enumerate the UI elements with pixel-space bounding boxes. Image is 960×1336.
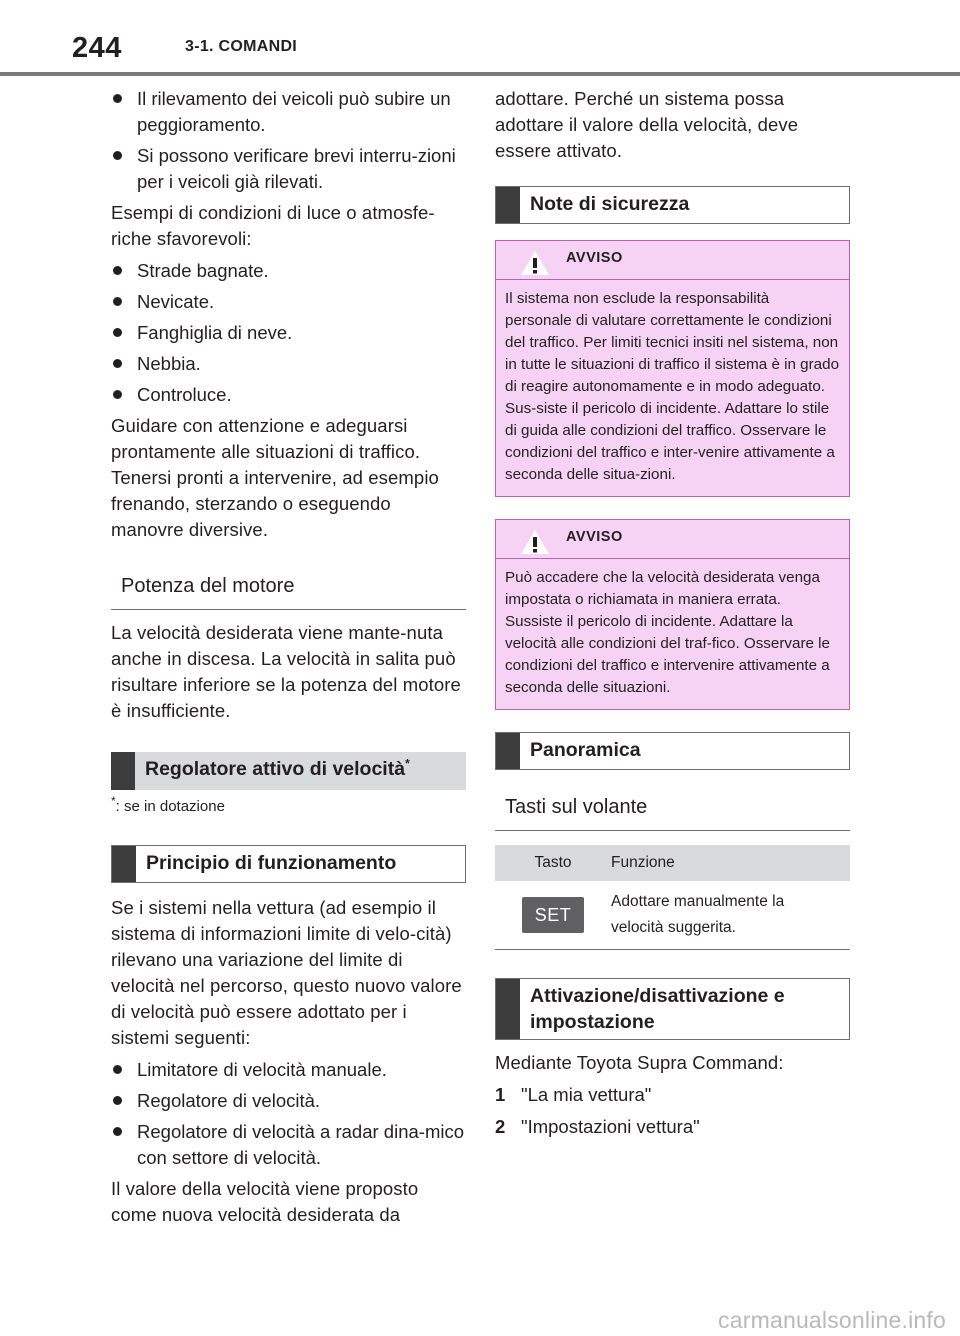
- heading-bar: [496, 979, 520, 1039]
- watermark: carmanualsonline.info: [718, 1307, 946, 1333]
- list-item: Regolatore di velocità.: [111, 1088, 466, 1114]
- keys-table: [495, 845, 850, 950]
- warning-triangle-icon: [520, 250, 550, 276]
- footnote: *: se in dotazione: [111, 794, 225, 815]
- warning-title: AVVISO: [566, 250, 623, 266]
- warning-triangle-icon: [520, 529, 550, 555]
- paragraph: La velocità desiderata viene mante-nuta anche in discesa. La velocità in salita può risultare inferiore se la potenza del motore è insufficiente.: [111, 622, 461, 721]
- heading-bar: [496, 187, 520, 223]
- set-key: SET: [522, 897, 584, 933]
- list-item: Si possono verificare brevi interru-zioni per i veicoli già rilevati.: [111, 143, 466, 195]
- list-item: Nevicate.: [111, 289, 466, 315]
- table-row: [495, 881, 850, 950]
- heading-bar: [111, 752, 135, 790]
- column-header-function: Funzione: [611, 845, 850, 881]
- step-number: 2: [495, 1116, 506, 1137]
- bullet-icon: [113, 359, 122, 368]
- table-header-row: [495, 845, 850, 881]
- section-heading-box: Panoramica: [495, 732, 850, 770]
- paragraph: Il valore della velocità viene proposto come nuova velocità desiderata da: [111, 1178, 419, 1225]
- page-number: 244: [72, 32, 122, 64]
- section-heading-box: Attivazione/disattivazione e impostazione: [495, 978, 850, 1040]
- warning-text: Può accadere che la velocità desiderata venga impostata o richiamata in maniera errata. Sussiste il pericolo di incidente. Adattare la velocità alle condizioni del traf-fico. Osservare le condizioni del traffico e intervenire attivamente a seconda delle situazioni.: [505, 569, 830, 696]
- paragraph: adottare. Perché un sistema possa adottare il valore della velocità, deve essere attivato.: [495, 88, 799, 161]
- bullet-icon: [113, 297, 122, 306]
- step-item: 1 "La mia vettura": [495, 1082, 850, 1108]
- bullet-icon: [113, 1065, 122, 1074]
- left-column: [111, 86, 466, 1234]
- right-column: [495, 86, 850, 1146]
- warning-title: AVVISO: [566, 529, 623, 545]
- list-item: Il rilevamento dei veicoli può subire un peggioramento.: [111, 86, 466, 138]
- warning-text: Il sistema non esclude la responsabilità personale di valutare correttamente le condizioni del traffico. Per limiti tecnici insiti nel sistema, non in tutte le situazioni di traffico il sistema è in grado di reagire autonomamente e in modo adeguato. Sus-siste il pericolo di incidente. Adattare lo stile di guida alle condizioni del traffico. Osservare le condizioni del traffico e inter-venire attivamente a seconda delle situa-zioni.: [505, 290, 840, 483]
- bullet-icon: [113, 1096, 122, 1105]
- bullet-icon: [113, 94, 122, 103]
- section-heading-box: Principio di funzionamento: [111, 845, 466, 883]
- bullet-icon: [113, 266, 122, 275]
- chapter-title: 3-1. COMANDI: [185, 38, 298, 55]
- header-divider: [0, 72, 960, 76]
- list-item: Fanghiglia di neve.: [111, 320, 466, 346]
- warning-box: [495, 519, 850, 710]
- bullet-icon: [113, 328, 122, 337]
- paragraph: Mediante Toyota Supra Command:: [495, 1052, 784, 1073]
- paragraph: Guidare con attenzione e adeguarsi prontamente alle situazioni di traffico. Tenersi pronti a intervenire, ad esempio frenando, sterzando o eseguendo manovre diversive.: [111, 415, 439, 540]
- column-header-key: Tasto: [495, 845, 611, 881]
- paragraph: Se i sistemi nella vettura (ad esempio il sistema di informazioni limite di velo-cità) rilevano una variazione del limite di velocità nel percorso, questo nuovo valore di velocità può essere adottato per i sistemi seguenti:: [111, 897, 462, 1048]
- bullet-icon: [113, 390, 122, 399]
- step-item: 2 "Impostazioni vettura": [495, 1114, 850, 1140]
- warning-box: [495, 240, 850, 497]
- section-heading-box: Regolatore attivo di velocità*: [111, 752, 466, 790]
- list-item: Strade bagnate.: [111, 258, 466, 284]
- list-item: Controluce.: [111, 382, 466, 408]
- list-item: Limitatore di velocità manuale.: [111, 1057, 466, 1083]
- footnote-mark: *: [405, 756, 410, 771]
- bullet-icon: [113, 151, 122, 160]
- step-number: 1: [495, 1084, 506, 1105]
- function-cell: Adottare manualmente la velocità suggerita.: [611, 881, 850, 950]
- heading-bar: [496, 733, 520, 769]
- list-item: Nebbia.: [111, 351, 466, 377]
- paragraph: Esempi di condizioni di luce o atmosfe-riche sfavorevoli:: [111, 202, 435, 249]
- list-item: Regolatore di velocità a radar dina-mico con settore di velocità.: [111, 1119, 466, 1171]
- section-heading: Tasti sul volante: [495, 784, 850, 831]
- page-header: [0, 0, 960, 78]
- section-heading-box: Note di sicurezza: [495, 186, 850, 224]
- section-heading: Potenza del motore: [111, 563, 466, 610]
- bullet-icon: [113, 1127, 122, 1136]
- heading-bar: [112, 846, 136, 882]
